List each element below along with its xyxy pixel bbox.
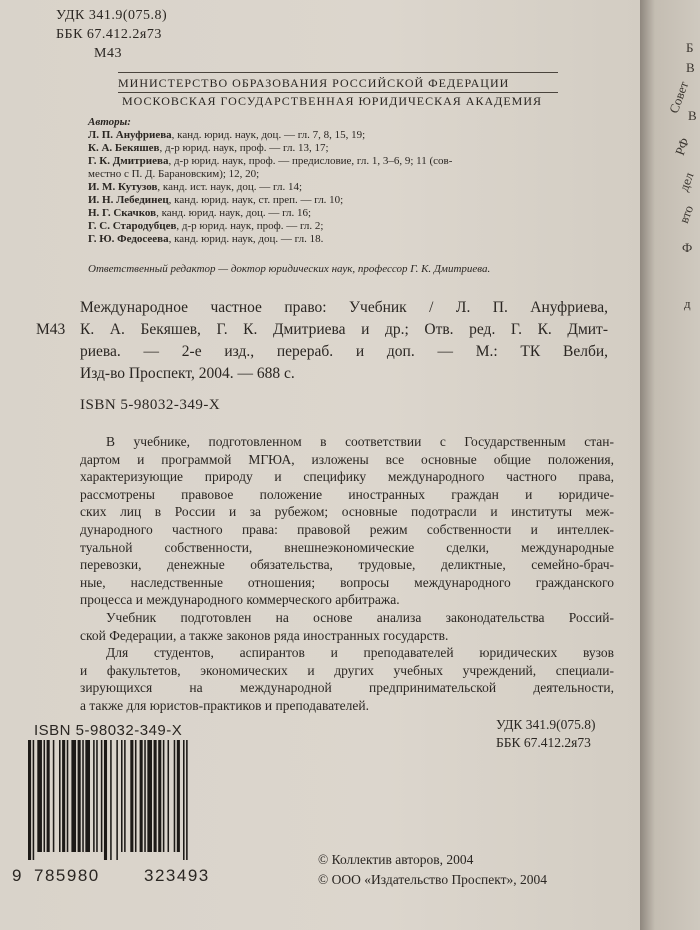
barcode-bar — [59, 740, 61, 852]
author-name: Г. Ю. Федосеева — [88, 233, 169, 245]
author-entry — [88, 194, 452, 207]
barcode-bar — [144, 740, 146, 852]
bibliographic-line: К. А. Бекяшев, Г. К. Дмитриева и др.; Отв. ред. Г. К. Дмит- — [80, 321, 608, 338]
edge-fragment: дел — [676, 170, 697, 194]
annotation-line: а также для юристов-практиков и преподавателей. — [80, 697, 369, 713]
author-entry — [88, 142, 452, 155]
edge-fragment: Б — [686, 40, 694, 55]
barcode-bar — [96, 740, 98, 852]
annotation-line: дународного частного права: правовой режим собственности и интеллек- — [80, 521, 614, 537]
barcode-bar — [154, 740, 157, 852]
edge-fragment: В — [688, 108, 697, 123]
barcode-bar — [163, 740, 165, 852]
barcode-bar — [116, 740, 118, 860]
authors-list — [88, 129, 452, 246]
barcode-bar — [33, 740, 35, 860]
bibliographic-mark: М43 — [36, 321, 66, 338]
author-name: Н. Г. Скачков — [88, 207, 157, 219]
barcode-bar — [177, 740, 180, 852]
annotation-line: рассмотрены правовое положение иностранных граждан и юридиче- — [80, 486, 614, 502]
annotation-line: Учебник подготовлен на основе анализа законодательства Россий- — [106, 609, 614, 625]
barcode-bar — [140, 740, 143, 852]
author-name: И. Н. Лебединец — [88, 194, 169, 206]
ministry-name: МИНИСТЕРСТВО ОБРАЗОВАНИЯ РОССИЙСКОЙ ФЕДЕРАЦИИ — [118, 76, 510, 90]
annotation-line: характеризующие природу и специфику международного частного права, — [80, 469, 614, 485]
edge-fragment: вто — [676, 203, 697, 226]
copyright-publisher: © ООО «Издательство Проспект», 2004 — [318, 872, 548, 887]
barcode-bar — [186, 740, 188, 860]
barcode-bar — [135, 740, 137, 852]
author-details: , канд. ист. наук, доц. — гл. 14; — [157, 181, 303, 193]
adjacent-page-edge — [640, 0, 700, 930]
barcode-bar — [183, 740, 185, 860]
edge-fragment: Ф — [682, 240, 693, 255]
barcode-bar — [158, 740, 161, 852]
barcode-icon — [22, 740, 252, 860]
edge-fragment: РФ — [672, 135, 693, 158]
annotation-line: ских лиц в России и за рубежом; основные подотрасли и институты меж- — [80, 504, 614, 520]
barcode-bar — [82, 740, 84, 852]
annotation-line: дартом и программой МГЮА, изложены все основные общие положения, — [80, 451, 614, 467]
responsible-editor: Ответственный редактор — доктор юридических наук, профессор Г. К. Дмитриева. — [88, 263, 491, 275]
barcode-bar — [147, 740, 152, 852]
isbn-main: ISBN 5-98032-349-X — [80, 397, 221, 413]
top-rule — [118, 72, 558, 73]
author-details: , канд. юрид. наук, доц. — гл. 16; — [156, 207, 312, 219]
barcode-bar — [85, 740, 90, 852]
barcode-bar — [71, 740, 76, 852]
author-details: , д-р юрид. наук, проф. — гл. 2; — [176, 220, 324, 232]
authors-heading: Авторы: — [88, 116, 131, 128]
annotation-line: и факультетов, экономических и других учебных учреждений, специали- — [80, 662, 614, 678]
barcode-bar — [124, 740, 126, 852]
barcode-left-digits: 785980 — [34, 866, 100, 885]
annotation-line: В учебнике, подготовленном в соответствии с Государственным стан- — [106, 434, 614, 449]
barcode-isbn: ISBN 5-98032-349-X — [34, 722, 183, 739]
author-details: , д-р юрид. наук, проф. — гл. 13, 17; — [159, 142, 329, 154]
middle-rule — [118, 92, 558, 93]
barcode-bar — [67, 740, 69, 852]
author-name: И. М. Кутузов — [88, 181, 158, 193]
barcode-bar — [104, 740, 107, 860]
author-entry — [88, 220, 452, 233]
barcode-bar — [110, 740, 112, 860]
author-details: местно с П. Д. Барановским); 12, 20; — [88, 168, 260, 180]
annotation-line: ные, наследственные отношения; вопросы международного гражданского — [80, 574, 614, 590]
author-entry — [88, 155, 452, 168]
bibliographic-line: Изд-во Проспект, 2004. — 688 с. — [80, 365, 295, 382]
author-details: , канд. юрид. наук, доц. — гл. 18. — [168, 233, 324, 245]
annotation-line: ской Федерации, а также законов ряда иностранных государств. — [80, 627, 449, 643]
barcode-bar — [101, 740, 103, 852]
author-entry — [88, 168, 452, 181]
annotation-line: зирующихся на международной предпринимательской деятельности, — [80, 680, 614, 696]
author-details: , канд. юрид. наук, ст. преп. — гл. 10; — [168, 194, 344, 206]
copyright-authors: © Коллектив авторов, 2004 — [318, 852, 474, 867]
barcode-bar — [62, 740, 65, 852]
author-details: , канд. юрид. наук, доц. — гл. 7, 8, 15, 19; — [171, 129, 366, 141]
edge-fragment: Совет — [666, 79, 692, 116]
author-entry — [88, 181, 452, 194]
bottom-udk: УДК 341.9(075.8) — [496, 717, 596, 732]
edge-fragment: д — [684, 296, 691, 311]
author-entry — [88, 233, 452, 246]
academy-name: МОСКОВСКАЯ ГОСУДАРСТВЕННАЯ ЮРИДИЧЕСКАЯ АКАДЕМИЯ — [122, 94, 542, 108]
barcode-bar — [78, 740, 81, 852]
barcode-bar — [53, 740, 55, 852]
barcode-lead-digit: 9 — [12, 866, 23, 885]
barcode-bar — [168, 740, 170, 852]
bibliographic-line: риева. — 2-е изд., перераб. и доп. — М.: ТК Велби, — [80, 343, 608, 360]
author-details: , д-р юрид. наук, проф. — предисловие, гл. 1, 3–6, 9; 11 (сов- — [168, 155, 453, 167]
bottom-bbk: ББК 67.412.2я73 — [496, 735, 591, 750]
annotation-line: Для студентов, аспирантов и преподавателей юридических вузов — [106, 645, 614, 661]
barcode-bar — [130, 740, 133, 852]
annotation-line: перевозки, денежные обязательства, трудовые, деликтные, семейно-брач- — [80, 557, 614, 573]
annotation-line: туальной собственности, внешнеэкономические сделки, международные — [80, 539, 614, 555]
edge-fragment: В — [686, 60, 695, 75]
annotation-line: процесса и международного коммерческого арбитража. — [80, 592, 400, 608]
barcode-bar — [174, 740, 176, 852]
barcode-bar — [44, 740, 46, 852]
bibliographic-record — [80, 297, 608, 385]
barcode-bar — [28, 740, 31, 860]
barcode-right-digits: 323493 — [144, 866, 210, 885]
author-mark: М43 — [94, 46, 122, 61]
author-name: Г. К. Дмитриева — [88, 155, 169, 167]
author-entry — [88, 207, 452, 220]
barcode-bar — [47, 740, 50, 852]
author-name: Л. П. Ануфриева — [88, 129, 172, 141]
author-entry — [88, 129, 452, 142]
barcode-bar — [121, 740, 123, 852]
bbk-code: ББК 67.412.2я73 — [56, 27, 162, 42]
author-name: К. А. Бекяшев — [88, 142, 160, 154]
udk-code: УДК 341.9(075.8) — [56, 8, 168, 23]
author-name: Г. С. Стародубцев — [88, 220, 177, 232]
annotation — [80, 433, 614, 715]
barcode-bar — [93, 740, 95, 852]
barcode-bar — [37, 740, 42, 852]
bibliographic-line: Международное частное право: Учебник / Л. П. Ануфриева, — [80, 299, 608, 316]
